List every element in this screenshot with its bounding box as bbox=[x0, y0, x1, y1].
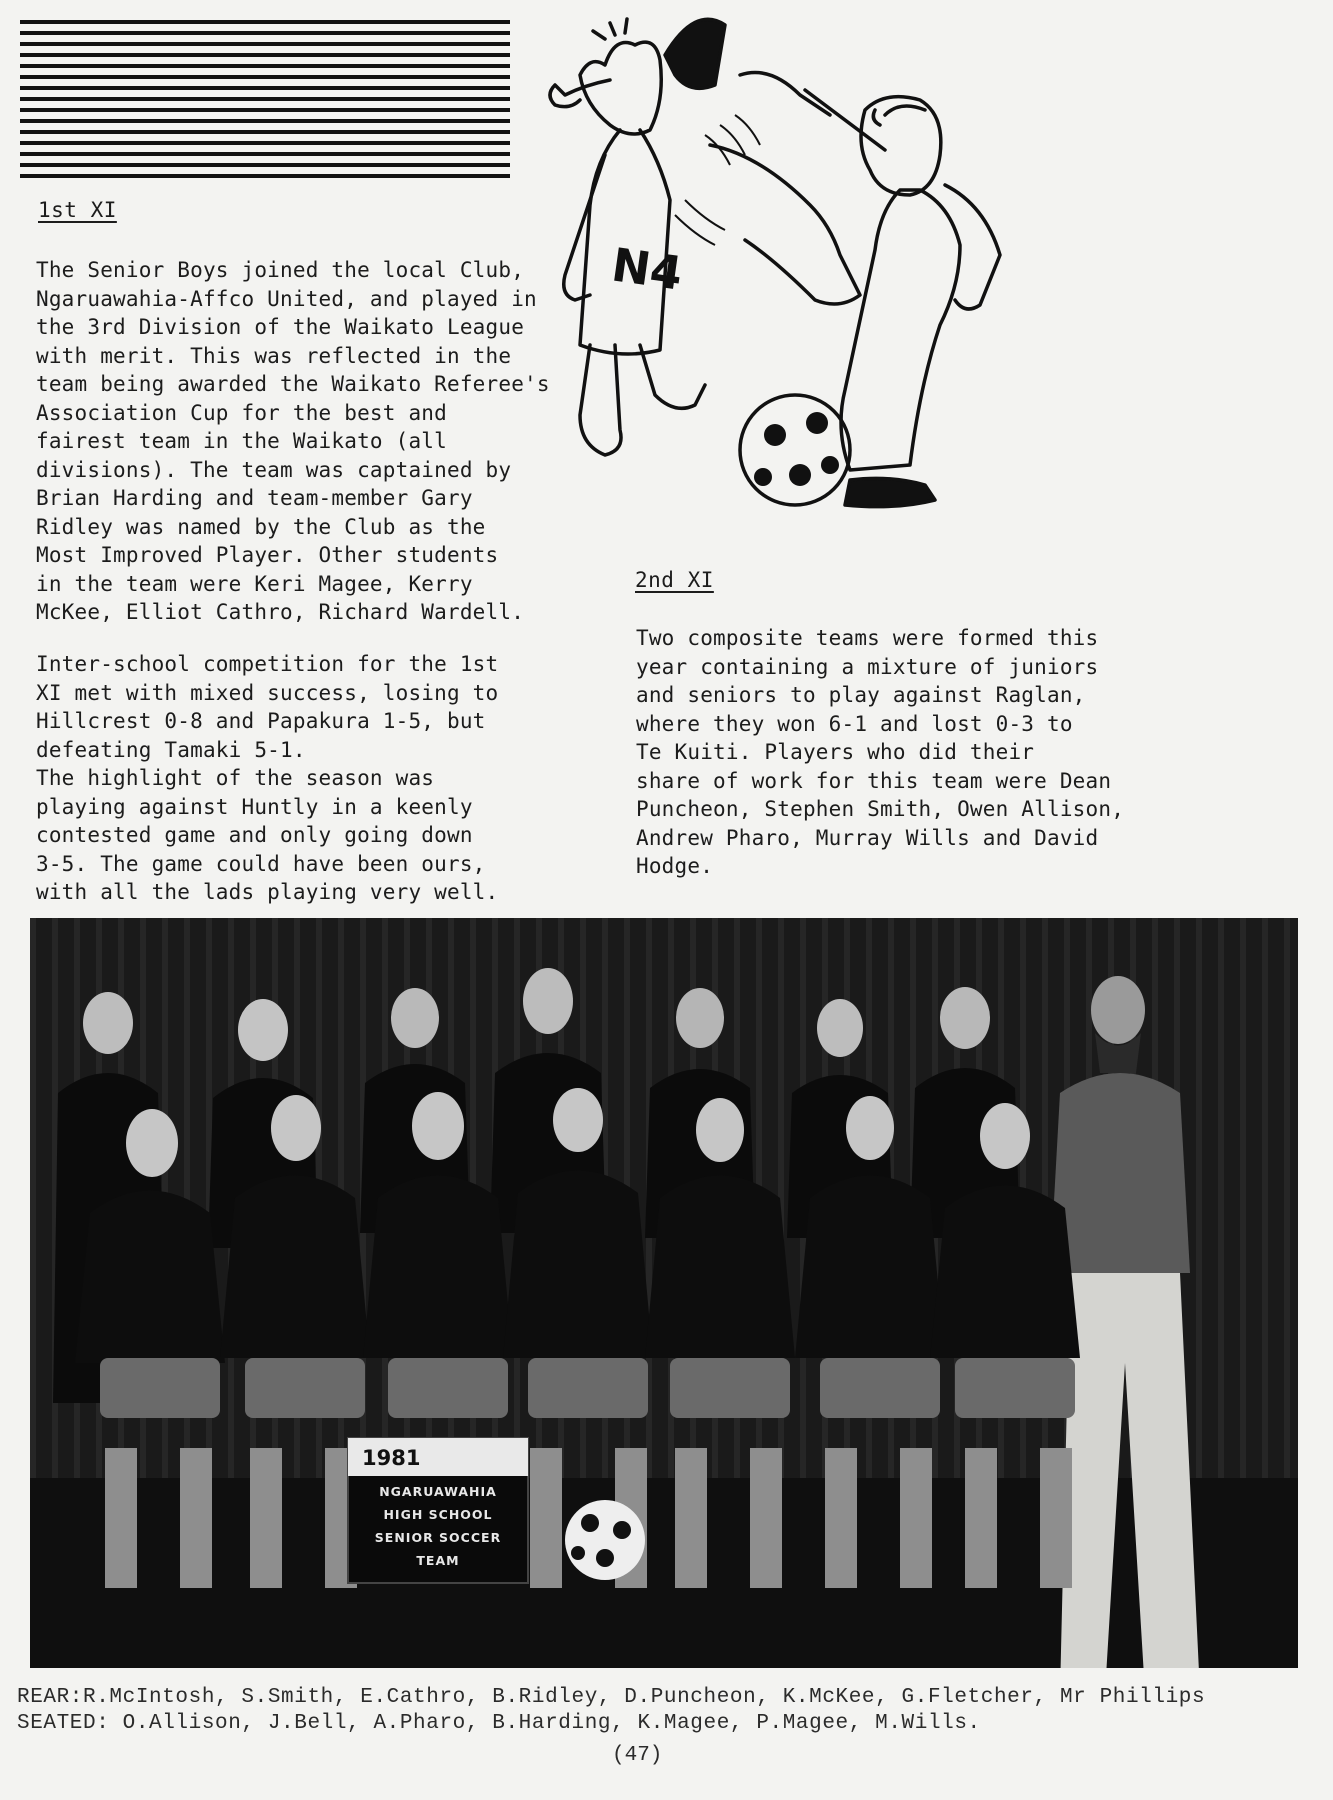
coach-jersey bbox=[1050, 1073, 1190, 1273]
whistle-icon bbox=[550, 80, 610, 107]
boot-icon bbox=[665, 19, 725, 88]
sign-line-team: TEAM bbox=[416, 1553, 460, 1568]
referee-shirt-number: N4 bbox=[608, 237, 686, 301]
kicker-shoe bbox=[845, 478, 935, 506]
kicker-body bbox=[841, 190, 960, 470]
page-number: (47) bbox=[612, 1744, 663, 1767]
first-xi-paragraph-interschool: Inter-school competition for the 1st XI met with mixed success, losing to Hillcrest 0-8 and Papakura 1-5, but defeating Tamaki 5-1. The highlight of the season was playing against Huntly in a keenly contested game and only going down 3-5. The game could have been ours, with all the lads playing very well. bbox=[36, 652, 499, 904]
soccer-ball-icon bbox=[740, 395, 850, 505]
team-sign-board bbox=[348, 1438, 528, 1583]
soccer-cartoon-illustration bbox=[505, 15, 1185, 570]
second-xi-paragraph: Two composite teams were formed this year containing a mixture of juniors and seniors to play against Raglan, where they won 6-1 and lost 0-3 to Te Kuiti. Players who did their share of work for this team were Dean Puncheon, Stephen Smith, Owen Allison, Andrew Pharo, Murray Wills and David Hodge. bbox=[636, 626, 1125, 878]
sign-line-senior-soccer: SENIOR SOCCER bbox=[374, 1530, 502, 1545]
referee-head bbox=[580, 42, 661, 134]
team-photograph bbox=[30, 918, 1298, 1668]
decorative-hatched-banner bbox=[20, 20, 510, 180]
second-xi-heading: 2nd XI bbox=[635, 568, 714, 592]
first-xi-heading: 1st XI bbox=[38, 198, 117, 222]
first-xi-paragraph-club: The Senior Boys joined the local Club, Ngaruawahia-Affco United, and played in the 3rd Division of the Waikato League with merit. This was reflected in the team being awarded the Waikato Referee's Association Cup for the best and fairest team in the Waikato (all divisions). The team was captained by Brian Harding and team-member Gary Ridley was named by the Club as the Most Improved Player. Other students in the team were Keri Magee, Kerry McKee, Elliot Cathro, Richard Wardell. bbox=[36, 258, 550, 624]
kicker-leg bbox=[710, 145, 860, 304]
caption-seated-row: SEATED: O.Allison, J.Bell, A.Pharo, B.Harding, K.Magee, P.Magee, M.Wills. bbox=[17, 1712, 981, 1735]
sign-line-high-school: HIGH SCHOOL bbox=[383, 1507, 493, 1522]
sign-line-school-name: NGARUAWAHIA bbox=[379, 1484, 497, 1499]
sign-year: 1981 bbox=[362, 1446, 421, 1470]
photo-soccer-ball-icon bbox=[565, 1500, 645, 1580]
caption-rear-row: REAR:R.McIntosh, S.Smith, E.Cathro, B.Ridley, D.Puncheon, K.McKee, G.Fletcher, Mr Phillips bbox=[17, 1686, 1206, 1709]
